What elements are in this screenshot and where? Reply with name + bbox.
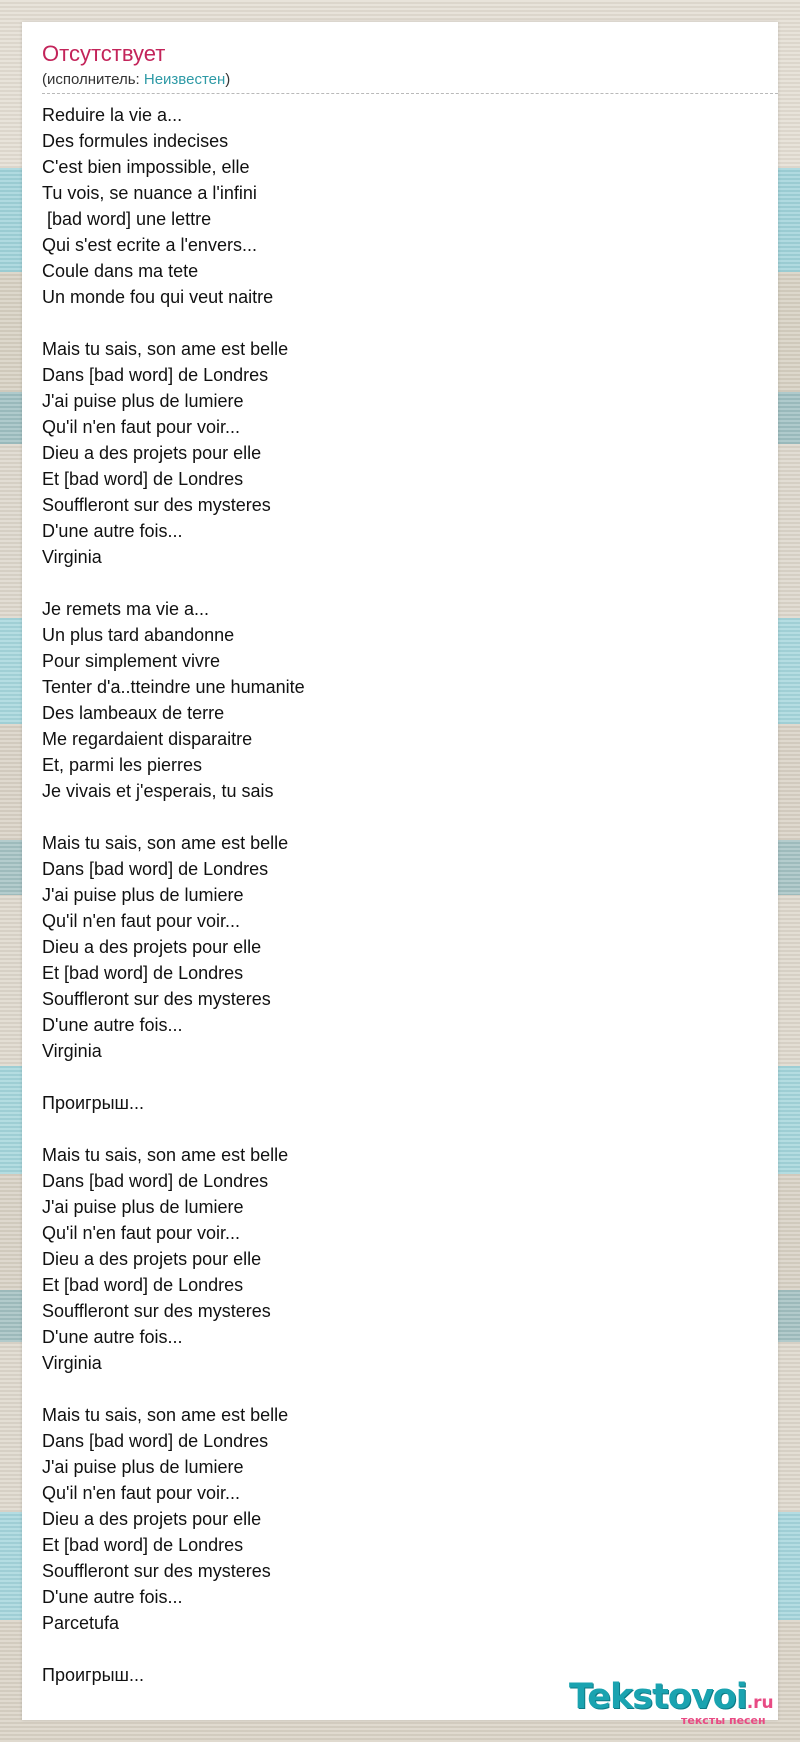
lyrics-line: C'est bien impossible, elle [42, 157, 250, 177]
lyrics-blank-line [42, 1116, 742, 1142]
lyrics-line: Qu'il n'en faut pour voir... [42, 1483, 240, 1503]
header-divider [42, 93, 778, 94]
lyrics-line: Et, parmi les pierres [42, 755, 203, 775]
lyrics-line: Souffleront sur des mysteres [42, 1301, 271, 1321]
lyrics-line: Qu'il n'en faut pour voir... [42, 1223, 240, 1243]
lyrics-line: Dans [bad word] de Londres [42, 1171, 269, 1191]
lyrics-line: Mais tu sais, son ame est belle [42, 833, 289, 853]
logo-tld: .ru [746, 1693, 774, 1713]
logo-wordmark [569, 1677, 774, 1717]
lyrics-line: Qui s'est ecrite a l'envers... [42, 235, 257, 255]
lyrics-line: Mais tu sais, son ame est belle [42, 339, 289, 359]
lyrics-line: [bad word] une lettre [42, 209, 212, 229]
lyrics-line: Et [bad word] de Londres [42, 469, 244, 489]
lyrics-line: Je vivais et j'esperais, tu sais [42, 781, 274, 801]
lyrics-line: Dieu a des projets pour elle [42, 937, 262, 957]
lyrics-line: Dans [bad word] de Londres [42, 859, 269, 879]
lyrics-line: Tenter d'a..tteindre une humanite [42, 677, 305, 697]
lyrics-line: Souffleront sur des mysteres [42, 989, 271, 1009]
lyrics-line: J'ai puise plus de lumiere [42, 1197, 244, 1217]
lyrics-line: Et [bad word] de Londres [42, 1275, 244, 1295]
lyrics-line: J'ai puise plus de lumiere [42, 885, 244, 905]
lyrics-line: Parcetufa [42, 1613, 120, 1633]
lyrics-line: Me regardaient disparaitre [42, 729, 253, 749]
artist-link[interactable]: Неизвестен [143, 71, 226, 88]
site-logo[interactable] [569, 1677, 789, 1730]
lyrics-line: Un plus tard abandonne [42, 625, 235, 645]
lyrics-line: J'ai puise plus de lumiere [42, 1457, 244, 1477]
lyrics-line: Je remets ma vie a... [42, 599, 210, 619]
lyrics-blank-line [42, 570, 742, 596]
lyrics-line: Dans [bad word] de Londres [42, 365, 269, 385]
lyrics-line: D'une autre fois... [42, 1327, 183, 1347]
lyrics-line: D'une autre fois... [42, 1015, 183, 1035]
lyrics-blank-line [42, 1064, 742, 1090]
lyrics-line: Reduire la vie a... [42, 105, 183, 125]
lyrics-blank-line [42, 1636, 742, 1662]
lyrics-line: Coule dans ma tete [42, 261, 199, 281]
lyrics-line: Souffleront sur des mysteres [42, 1561, 271, 1581]
logo-name: Tekstovoi [569, 1677, 747, 1717]
logo-tagline: тексты песен [681, 1714, 766, 1727]
lyrics-line: Mais tu sais, son ame est belle [42, 1145, 289, 1165]
lyrics-line: Virginia [42, 1041, 102, 1061]
lyrics-blank-line [42, 310, 742, 336]
artist-suffix: ) [225, 71, 231, 88]
lyrics-line: Virginia [42, 547, 102, 567]
lyrics-line: D'une autre fois... [42, 521, 183, 541]
lyrics-line: Des lambeaux de terre [42, 703, 225, 723]
lyrics-line: Qu'il n'en faut pour voir... [42, 417, 240, 437]
lyrics-line: Et [bad word] de Londres [42, 963, 244, 983]
lyrics-line: J'ai puise plus de lumiere [42, 391, 244, 411]
lyrics-line: Virginia [42, 1353, 102, 1373]
lyrics-blank-line [42, 804, 742, 830]
lyrics-line: Dieu a des projets pour elle [42, 443, 262, 463]
lyrics-line: Pour simplement vivre [42, 651, 221, 671]
lyrics-line: Des formules indecises [42, 131, 229, 151]
artist-line [42, 72, 230, 87]
artist-prefix: (исполнитель: [42, 71, 144, 88]
lyrics-text [42, 102, 742, 1688]
lyrics-line: D'une autre fois... [42, 1587, 183, 1607]
lyrics-line: Dans [bad word] de Londres [42, 1431, 269, 1451]
lyrics-line: Un monde fou qui veut naitre [42, 287, 274, 307]
lyrics-line: Souffleront sur des mysteres [42, 495, 271, 515]
song-title: Отсутствует [42, 41, 166, 66]
lyrics-line: Dieu a des projets pour elle [42, 1249, 262, 1269]
lyrics-line: Mais tu sais, son ame est belle [42, 1405, 289, 1425]
lyrics-line: Qu'il n'en faut pour voir... [42, 911, 240, 931]
lyrics-line: Et [bad word] de Londres [42, 1535, 244, 1555]
lyrics-blank-line [42, 1376, 742, 1402]
lyrics-line: Dieu a des projets pour elle [42, 1509, 262, 1529]
lyrics-card [22, 22, 778, 1727]
lyrics-line: Проигрыш... [42, 1665, 144, 1685]
lyrics-line: Tu vois, se nuance a l'infini [42, 183, 257, 203]
lyrics-line: Проигрыш... [42, 1093, 144, 1113]
